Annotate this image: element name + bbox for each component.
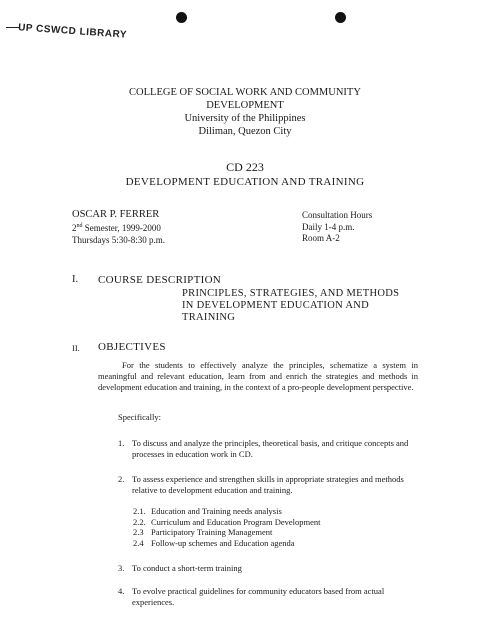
sub-objective-item: 2.4 Follow-up schemes and Education agenda xyxy=(133,537,295,548)
course-description: PRINCIPLES, STRATEGIES, AND METHODS IN DEVELOPMENT EDUCATION AND TRAINING xyxy=(182,288,400,323)
university-name: University of the Philippines xyxy=(184,113,306,124)
instructor-block xyxy=(72,208,165,246)
consultation-block xyxy=(302,210,372,245)
semester: 2nd Semester, 1999-2000 xyxy=(72,223,161,233)
objective-item: 2. To assess experience and strengthen skills in appropriate strategies and methods relative to development education and training. xyxy=(118,474,404,495)
course-code: CD 223 xyxy=(226,160,264,174)
sub-objective-item: 2.2. Curriculum and Education Program Development xyxy=(133,516,321,527)
college-name-cont: DEVELOPMENT xyxy=(206,100,284,111)
course-title: DEVELOPMENT EDUCATION AND TRAINING xyxy=(125,176,365,188)
objective-item: 4. To evolve practical guidelines for community educators based from actual experiences. xyxy=(118,586,385,607)
section-title-objectives: OBJECTIVES xyxy=(98,341,166,353)
college-name: COLLEGE OF SOCIAL WORK AND COMMUNITY xyxy=(129,87,361,98)
sub-objective-list xyxy=(133,506,403,548)
consultation-room: Room A-2 xyxy=(302,233,340,243)
punch-hole-left xyxy=(176,12,187,23)
consultation-days: Daily 1-4 p.m. xyxy=(302,221,355,232)
objective-item: 3. To conduct a short-term training xyxy=(118,563,242,573)
library-stamp: UP CSWCD LIBRARY xyxy=(17,22,128,41)
sub-objective-item: 2.3 Participatory Training Management xyxy=(133,527,273,537)
class-schedule: Thursdays 5:30-8:30 p.m. xyxy=(72,234,165,245)
sub-objective-item: 2.1. Education and Training needs analysis xyxy=(133,506,282,516)
punch-hole-right xyxy=(335,12,346,23)
specifically-label: Specifically: xyxy=(118,412,161,422)
general-objective: For the students to effectively analyze the principles, schematize a system in meaningful and relevant education, learn from and enrich the strategies and methods in development education and training, in the context of a pro-people development perspective. xyxy=(98,360,418,392)
consultation-label: Consultation Hours xyxy=(302,210,373,220)
section-number: II. xyxy=(72,343,80,353)
section-title-description: COURSE DESCRIPTION xyxy=(98,274,222,286)
section-number: I. xyxy=(72,274,79,285)
objective-item: 1. To discuss and analyze the principles, theoretical basis, and critique concepts and processes in education work in CD. xyxy=(118,438,409,459)
university-location: Diliman, Quezon City xyxy=(198,126,292,137)
instructor-name: OSCAR P. FERRER xyxy=(72,209,160,220)
